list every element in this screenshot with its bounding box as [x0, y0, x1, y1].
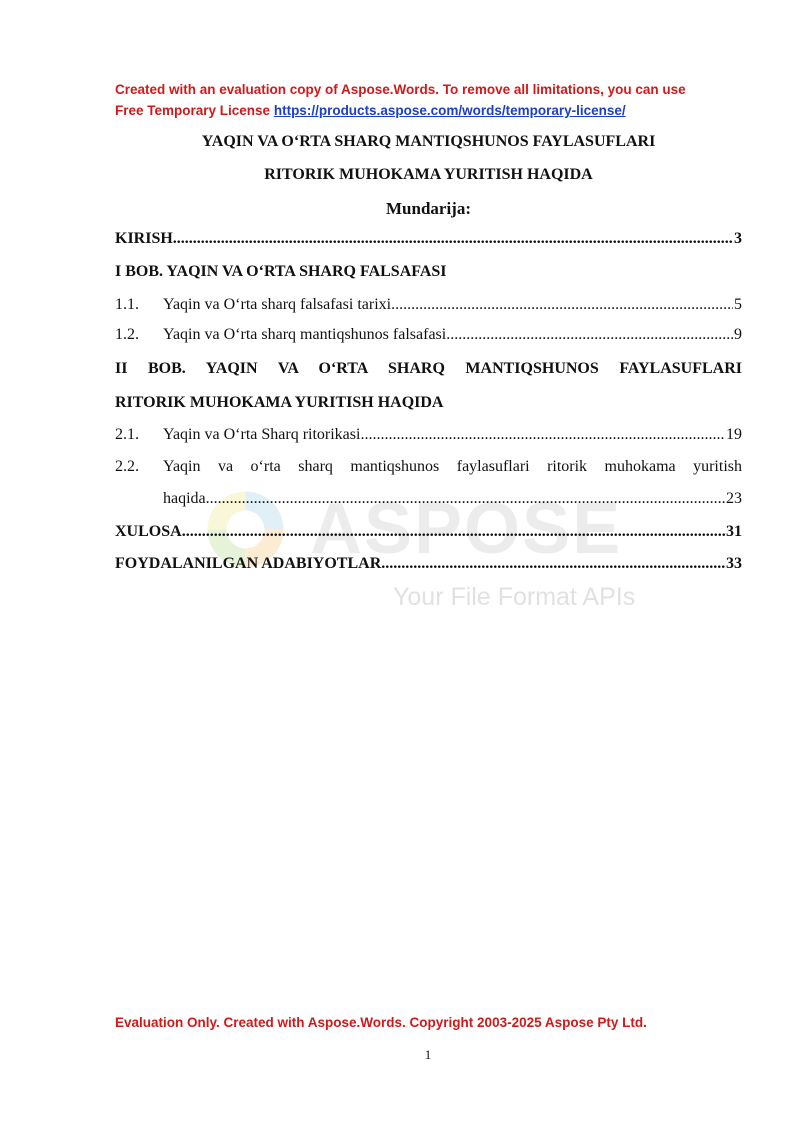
toc-entry-1-1[interactable] — [115, 296, 742, 314]
toc-entry-1-2[interactable] — [115, 326, 742, 344]
toc-entry-2-2-continued[interactable] — [163, 490, 742, 508]
license-label: Free Temporary License — [115, 103, 274, 118]
toc-leader-dots — [391, 296, 733, 314]
toc-heading: Mundarija: — [386, 199, 471, 218]
toc-page-number: 33 — [726, 555, 742, 572]
toc-entry-text: Yaqin va o‘rta sharq mantiqshunos faylasuflari ritorik muhokama yuritish — [163, 458, 742, 475]
toc-chapter-1[interactable]: I BOB. YAQIN VA O‘RTA SHARQ FALSAFASI — [115, 263, 447, 280]
toc-entry-2-1[interactable] — [115, 426, 742, 444]
evaluation-footer: Evaluation Only. Created with Aspose.Words. Copyright 2003-2025 Aspose Pty Ltd. — [115, 1015, 647, 1030]
page-number: 1 — [424, 1047, 432, 1062]
toc-section-number: 1.2. — [115, 326, 139, 343]
toc-page-number: 9 — [734, 326, 742, 343]
toc-entry-text: KIRISH — [115, 230, 173, 247]
toc-page-number: 31 — [726, 523, 742, 540]
toc-page-number: 19 — [726, 426, 742, 443]
toc-leader-dots — [360, 426, 725, 444]
document-title-line1: YAQIN VA O‘RTA SHARQ MANTIQSHUNOS FAYLASUFLARI — [201, 133, 656, 150]
toc-entry-text: FOYDALANILGAN ADABIYOTLAR — [115, 555, 382, 572]
document-title-line2: RITORIK MUHOKAMA YURITISH HAQIDA — [264, 166, 593, 183]
toc-chapter-2-line2[interactable]: RITORIK MUHOKAMA YURITISH HAQIDA — [115, 394, 444, 411]
toc-entry-text: haqida — [163, 490, 206, 507]
evaluation-notice-line1: Created with an evaluation copy of Aspose.Words. To remove all limitations, you can use — [115, 82, 686, 97]
toc-leader-dots — [446, 326, 733, 344]
toc-entry-text: Yaqin va O‘rta Sharq ritorikasi — [163, 426, 361, 443]
toc-leader-dots — [182, 523, 725, 541]
toc-chapter-2-line1[interactable]: II BOB. YAQIN VA O‘RTA SHARQ MANTIQSHUNOS FAYLASUFLARI — [115, 360, 742, 377]
evaluation-notice-line2 — [115, 100, 755, 121]
toc-entry-text: XULOSA — [115, 523, 182, 540]
watermark-brand: ASPOSE — [310, 489, 623, 569]
toc-section-number: 1.1. — [115, 296, 139, 313]
toc-leader-dots — [173, 230, 733, 248]
toc-entry-text: Yaqin va O‘rta sharq falsafasi tarixi — [163, 296, 392, 313]
toc-entry-xulosa[interactable] — [115, 523, 742, 541]
temporary-license-link[interactable]: https://products.aspose.com/words/temporary-license/ — [273, 103, 626, 118]
toc-entry-text: Yaqin va O‘rta sharq mantiqshunos falsafasi — [163, 326, 447, 343]
toc-leader-dots — [206, 490, 725, 508]
toc-entry-2-2[interactable] — [115, 458, 742, 476]
toc-entry-adabiyotlar[interactable] — [115, 555, 742, 573]
watermark-tagline: Your File Format APIs — [393, 583, 636, 611]
toc-page-number: 23 — [726, 490, 742, 507]
toc-section-number: 2.2. — [115, 458, 139, 475]
toc-leader-dots — [381, 555, 725, 573]
evaluation-notice — [115, 79, 755, 121]
toc-entry-kirish[interactable] — [115, 230, 742, 248]
toc-section-number: 2.1. — [115, 426, 139, 443]
toc-page-number: 5 — [734, 296, 742, 313]
toc-page-number: 3 — [734, 230, 742, 247]
